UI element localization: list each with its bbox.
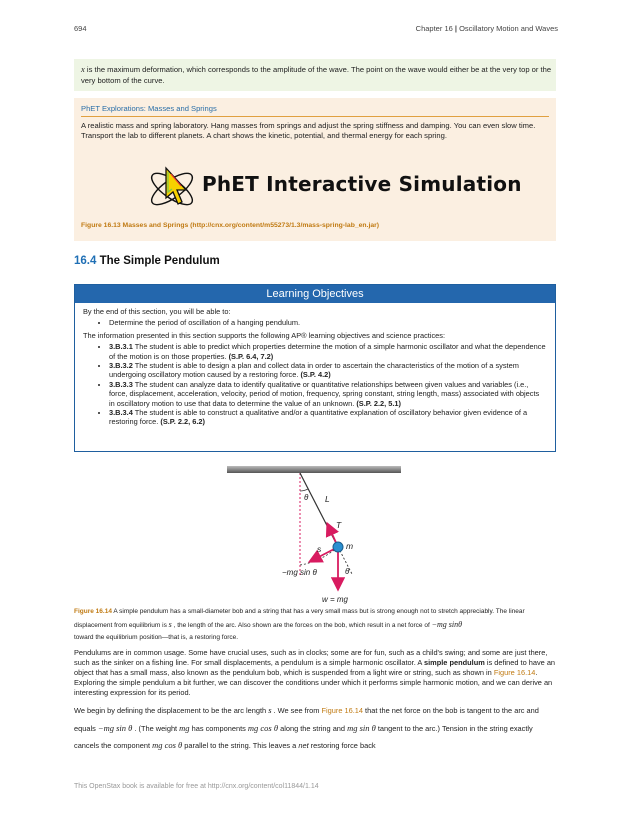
chapter-sep: | — [452, 24, 460, 33]
objective-item: • Determine the period of oscillation of a hanging pendulum. — [109, 318, 547, 327]
ap-objective-item — [109, 408, 547, 427]
para-text: We begin by defining the displacement to be the arc length — [74, 706, 269, 715]
para-text: tangent to the arc.) Tension in the string exactly cancels the component — [74, 723, 533, 750]
ceiling — [227, 466, 401, 473]
para-math: mg sin θ — [347, 722, 376, 733]
ap-objective-item — [109, 342, 547, 361]
para-text: that the net force on the bob is tangent to the arc and equals — [74, 706, 539, 733]
figure-link[interactable]: Figure 16.14 — [493, 668, 536, 677]
para-text: parallel to the string. This leaves a — [182, 741, 299, 750]
weight-label: w = mg — [322, 595, 349, 604]
ap-objectives-list — [83, 342, 547, 427]
mass-label: m — [346, 541, 354, 551]
para-emphasis: net — [298, 741, 309, 750]
ap-code: 3.B.3.4 — [109, 408, 133, 418]
objectives-intro: By the end of this section, you will be able to: — [83, 307, 231, 316]
ap-sp: (S.P. 6.4, 7.2) — [228, 351, 274, 361]
ap-sp: (S.P. 2.2, 6.2) — [160, 417, 206, 427]
restoring-force-label: −mg sin θ — [282, 568, 317, 577]
phet-body: A realistic mass and spring laboratory. Hang masses from springs and adjust the spring stiffness and damping. You can even slow time. Transport the lab to different planets. A chart shows the kinetic, potential, and thermal energy for each spring. — [81, 121, 536, 141]
note-box — [74, 59, 556, 91]
para-text: . We see from — [271, 706, 322, 715]
caption-math: s — [168, 619, 172, 629]
tension-label: T — [336, 520, 342, 530]
learning-objectives-box — [74, 284, 556, 452]
ap-code: 3.B.3.3 — [109, 379, 133, 389]
section-title: The Simple Pendulum — [96, 255, 220, 267]
para-text: has components — [189, 723, 248, 733]
ap-text: The student can analyze data to identify qualitative or quantitative relationships between given values and variables (i.e., force, displacement, acceleration, velocity, period of motion, frequency, spring constant, string length, mass) associated with objects in oscillatory motion to use that data to determine the value of an unknown. — [109, 379, 540, 408]
arc-length-label: s — [317, 544, 322, 554]
ap-sp: (S.P. 2.2, 5.1) — [356, 398, 401, 408]
term-simple-pendulum: simple pendulum — [424, 658, 485, 667]
ap-objective-item — [109, 361, 547, 380]
para-math: mg cos θ — [247, 722, 279, 733]
phet-box — [74, 98, 556, 241]
note-var: x — [81, 64, 85, 74]
note-body: is the maximum deformation, which corresponds to the amplitude of the wave. The point on the wave would either be at the very top or the very bottom of the curve. — [81, 65, 552, 85]
angle-arc — [300, 489, 308, 491]
pendulum-bob — [333, 542, 343, 552]
caption-text: , the length of the arc. Also shown are the forces on the bob, which result in a net force of — [171, 621, 432, 629]
phet-logo-icon — [144, 162, 200, 214]
theta-bob-label: θ — [345, 567, 350, 576]
ap-sp: (S.P. 4.2) — [300, 370, 331, 380]
learning-objectives-body — [75, 303, 555, 427]
figure-16-13-caption[interactable]: Figure 16.13 Masses and Springs (http://cnx.org/content/m55273/1.3/mass-spring-lab_en.jar) — [81, 222, 380, 229]
theta-top-label: θ — [304, 493, 309, 502]
ap-objective-item — [109, 380, 547, 408]
paragraph-1 — [74, 648, 556, 698]
caption-label: Figure 16.14 — [74, 608, 112, 615]
para-math: mg — [179, 722, 190, 733]
pendulum-diagram — [225, 462, 415, 608]
para-text: along the string and — [278, 723, 348, 733]
figure-16-14-caption — [74, 606, 556, 645]
para-text: . Exploring the simple pendulum a bit further, we can discover the conditions under which it performs simple harmonic motion, and we can derive an interesting expression for its period. — [74, 668, 553, 697]
caption-text: A simple pendulum has a small-diameter bob and a string that has a very small mass but is strong enough not to stretch appreciably. The linear displacement from equilibrium is — [74, 608, 525, 629]
para-text: is defined to have an object that has a small mass, also known as the pendulum bob, which is suspended from a light wire or string, such as shown in — [74, 658, 556, 677]
figure-link[interactable]: Figure 16.14 — [321, 706, 363, 715]
ap-code: 3.B.3.1 — [109, 342, 133, 352]
para-math: mg cos θ — [152, 740, 183, 750]
objectives-list — [83, 318, 547, 327]
phet-title: PhET Explorations: Masses and Springs — [81, 104, 549, 117]
caption-math: −mg sinθ — [431, 619, 463, 629]
learning-objectives-title: Learning Objectives — [75, 285, 555, 303]
ap-text: The student is able to construct a qualitative and/or a quantitative explanation of oscillatory behavior given evidence of a restoring force. — [109, 408, 528, 427]
phet-logo-link[interactable] — [144, 162, 522, 214]
section-heading — [74, 255, 220, 267]
ap-text: The student is able to design a plan and collect data in order to ascertain the characteristics of the motion of a system undergoing oscillatory motion caused by a restoring force. — [109, 361, 519, 380]
page-footer: This OpenStax book is available for free at http://cnx.org/content/col11844/1.14 — [74, 783, 319, 790]
phet-logo-text: PhET Interactive Simulation — [202, 172, 522, 196]
chapter-header — [416, 24, 558, 33]
chapter-prefix: Chapter 16 — [415, 24, 453, 33]
caption-text: toward the equilibrium position—that is, a restoring force. — [74, 634, 239, 641]
note-text — [81, 64, 556, 86]
para-text: restoring force back — [308, 741, 376, 750]
ap-code: 3.B.3.2 — [109, 361, 133, 371]
length-label: L — [325, 494, 330, 504]
paragraph-2 — [74, 702, 556, 755]
para-math: −mg sin θ — [97, 722, 133, 733]
ap-text: The student is able to predict which properties determine the motion of a simple harmonic oscillator and what the dependence of the motion is on those properties. — [109, 342, 546, 361]
para-text: Pendulums are in common usage. Some have crucial uses, such as in clocks; some are for fun, such as a child's swing; and some are just there, such as the sinker on a fishing line. For small displacements, a pendulum is a simple harmonic oscillator. A — [74, 648, 548, 667]
para-math: s — [268, 705, 272, 715]
para-text: . (The weight — [132, 723, 180, 733]
page-number: 694 — [74, 24, 87, 33]
ap-intro: The information presented in this section supports the following AP® learning objectives and science practices: — [83, 330, 446, 340]
chapter-title: Oscillatory Motion and Waves — [459, 24, 558, 33]
section-number: 16.4 — [74, 255, 97, 267]
